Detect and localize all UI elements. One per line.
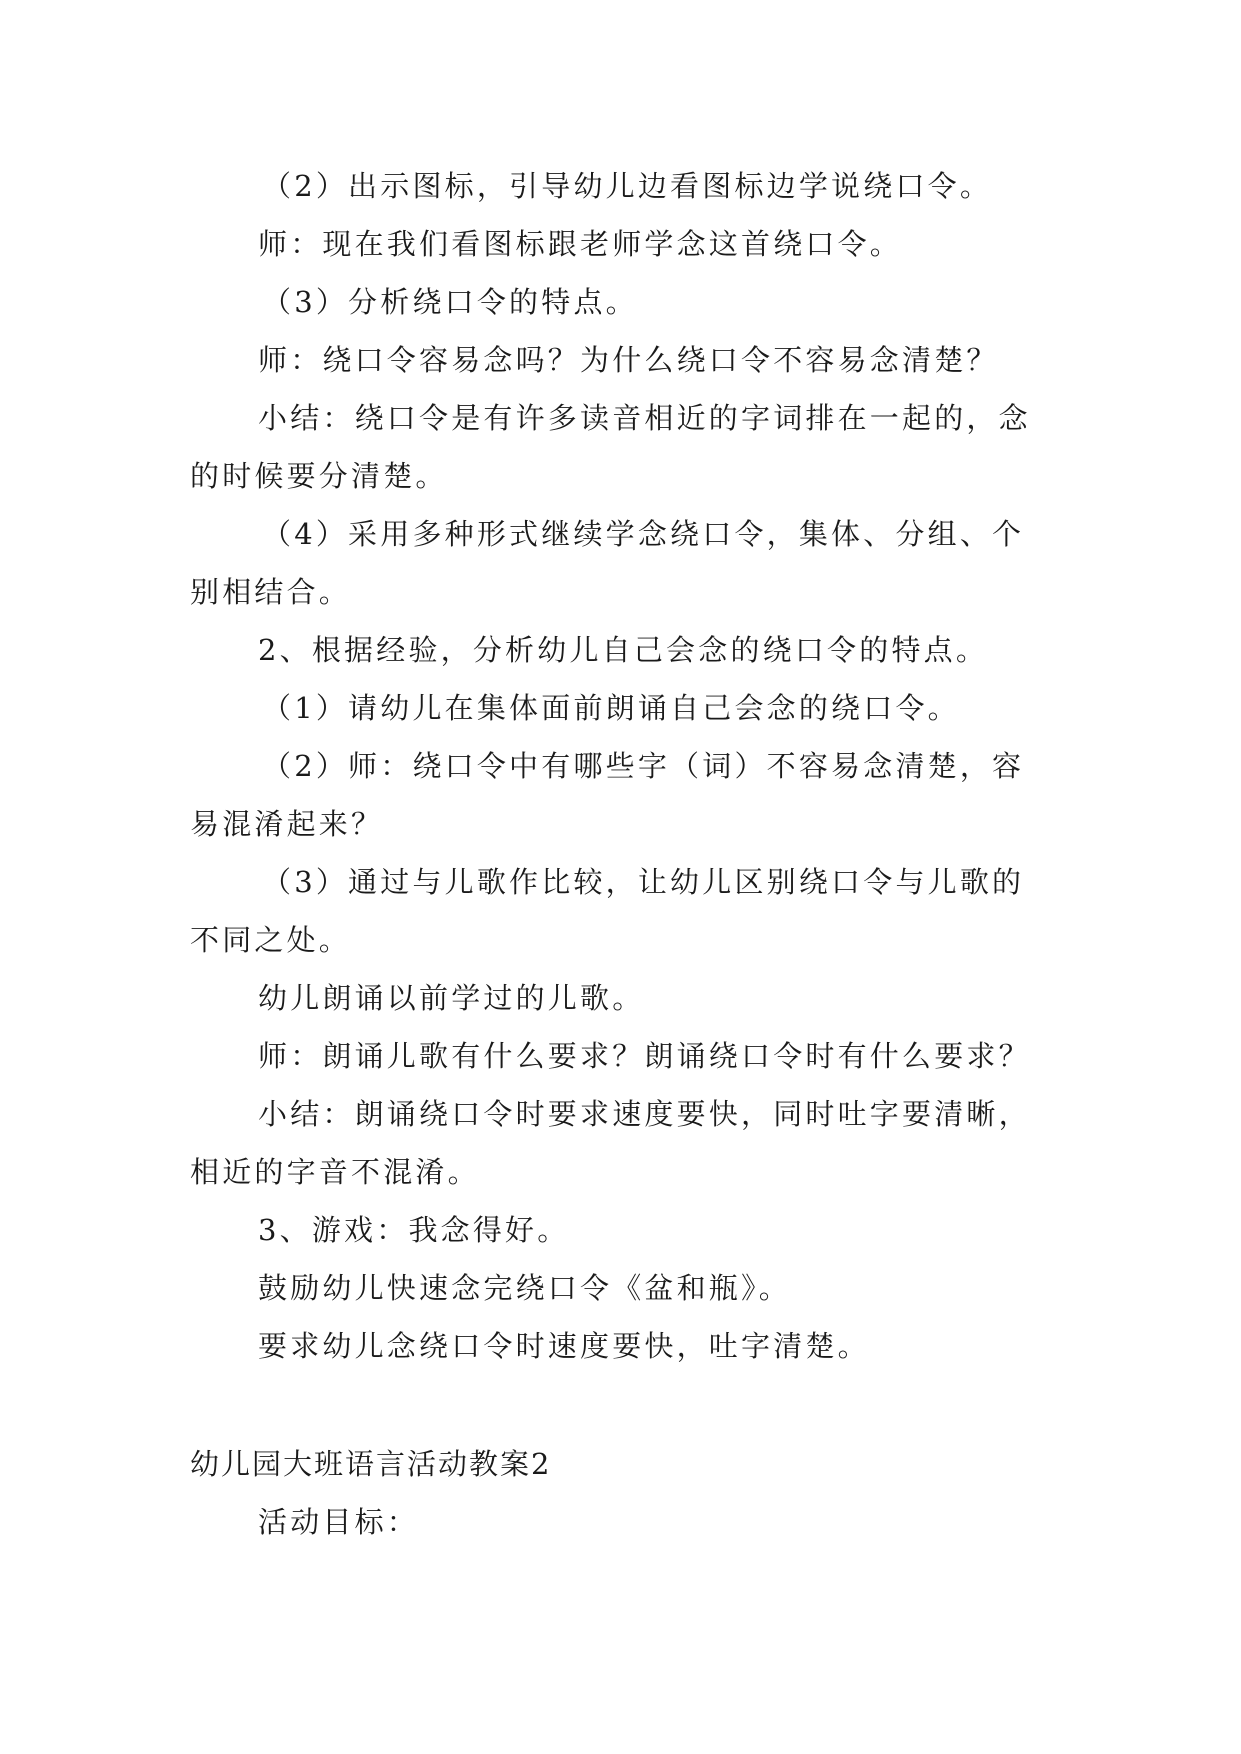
paragraph-line: （2）出示图标，引导幼儿边看图标边学说绕口令。 xyxy=(262,169,993,203)
paragraph-line: 师：绕口令容易念吗？为什么绕口令不容易念清楚？ xyxy=(258,343,999,377)
paragraph-line: （3）分析绕口令的特点。 xyxy=(262,285,638,319)
paragraph-line: 小结：朗诵绕口令时要求速度要快，同时吐字要清晰， xyxy=(258,1097,1031,1131)
paragraph-line: （3）通过与儿歌作比较，让幼儿区别绕口令与儿歌的 xyxy=(262,865,1025,899)
paragraph-line: （1）请幼儿在集体面前朗诵自己会念的绕口令。 xyxy=(262,691,960,725)
paragraph-line: 幼儿朗诵以前学过的儿歌。 xyxy=(258,981,645,1015)
paragraph-line: 要求幼儿念绕口令时速度要快，吐字清楚。 xyxy=(258,1329,870,1363)
paragraph-line: 3、游戏：我念得好。 xyxy=(258,1213,570,1247)
paragraph-line: 鼓励幼儿快速念完绕口令《盆和瓶》。 xyxy=(258,1271,791,1305)
paragraph-line: （4）采用多种形式继续学念绕口令，集体、分组、个 xyxy=(262,517,1025,551)
paragraph-line: 2、根据经验，分析幼儿自己会念的绕口令的特点。 xyxy=(258,633,989,667)
paragraph-line: 易混淆起来？ xyxy=(190,807,384,841)
paragraph-line: 小结：绕口令是有许多读音相近的字词排在一起的，念 xyxy=(258,401,1031,435)
paragraph-line: 师：朗诵儿歌有什么要求？朗诵绕口令时有什么要求？ xyxy=(258,1039,1031,1073)
paragraph-line: 不同之处。 xyxy=(190,923,352,957)
subheading: 活动目标： xyxy=(258,1505,420,1539)
paragraph-line: （2）师：绕口令中有哪些字（词）不容易念清楚，容 xyxy=(262,749,1025,783)
section-title: 幼儿园大班语言活动教案2 xyxy=(190,1447,552,1481)
paragraph-line: 师：现在我们看图标跟老师学念这首绕口令。 xyxy=(258,227,903,261)
paragraph-line: 相近的字音不混淆。 xyxy=(190,1155,480,1189)
paragraph-line: 的时候要分清楚。 xyxy=(190,459,448,493)
paragraph-line: 别相结合。 xyxy=(190,575,352,609)
